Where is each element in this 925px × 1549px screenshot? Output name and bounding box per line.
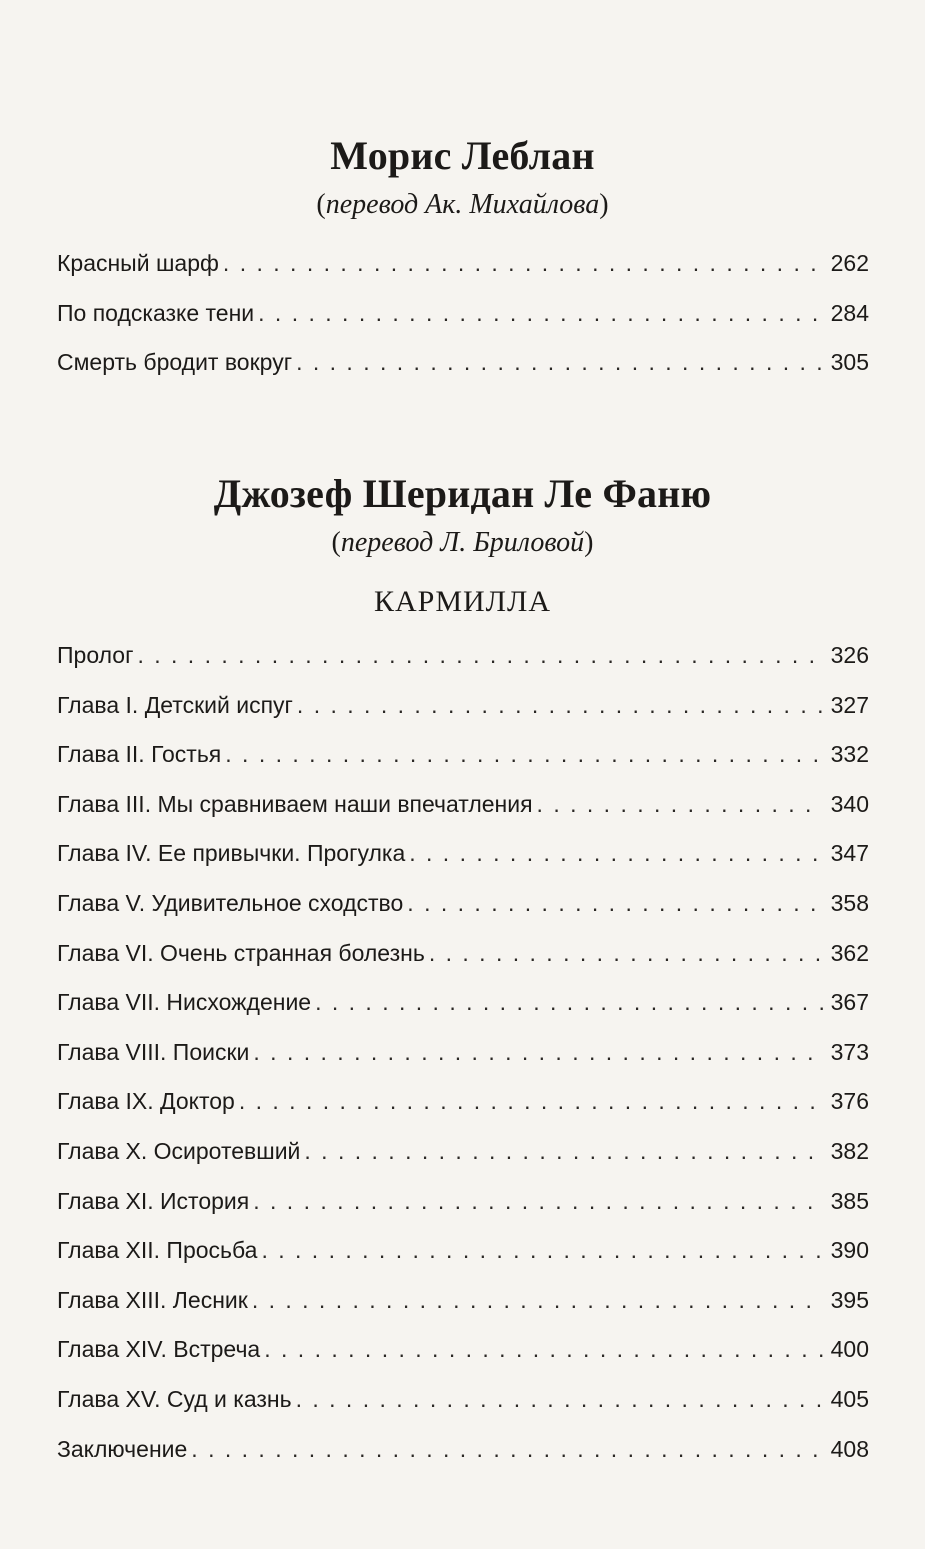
toc-entry-page: 326 xyxy=(830,642,869,668)
translator-text: перевод Ак. Михайлова xyxy=(325,189,600,220)
toc-entry-title: Заключение xyxy=(57,1435,188,1462)
toc-entry-page: 327 xyxy=(830,691,869,718)
toc-entry-page: 305 xyxy=(830,349,869,376)
leader-dots xyxy=(223,248,823,278)
leader-dots xyxy=(253,1037,823,1067)
toc-entry[interactable] xyxy=(57,248,869,298)
leader-dots xyxy=(191,1434,823,1464)
toc-entry-title: Глава VIII. Поиски xyxy=(57,1038,250,1065)
toc-entry[interactable] xyxy=(57,739,869,789)
toc-entry-page: 373 xyxy=(830,1038,869,1065)
toc-entry-page: 362 xyxy=(830,939,869,966)
leader-dots xyxy=(315,987,823,1017)
toc-entry[interactable] xyxy=(57,1186,869,1236)
leader-dots xyxy=(253,1186,823,1216)
toc-entry[interactable] xyxy=(57,789,869,839)
leader-dots xyxy=(264,1334,823,1364)
toc-entry[interactable] xyxy=(57,298,869,348)
toc-entry-page: 400 xyxy=(830,1336,869,1363)
toc-entry-title: Глава VI. Очень странная болезнь xyxy=(57,939,425,966)
toc-entry-title: Глава XV. Суд и казнь xyxy=(57,1385,292,1412)
toc-entry-page: 408 xyxy=(830,1435,869,1462)
toc-entry-page: 284 xyxy=(830,299,869,326)
toc-entry-page: 395 xyxy=(830,1286,869,1313)
leader-dots xyxy=(297,690,823,720)
leader-dots xyxy=(239,1086,823,1116)
toc-entry[interactable] xyxy=(57,1136,869,1186)
toc-entry-page: 390 xyxy=(830,1237,869,1264)
work-title-carmilla: КАРМИЛЛА xyxy=(373,585,552,618)
translator-text: перевод Л. Бриловой xyxy=(340,527,585,558)
toc-entry-page: 385 xyxy=(830,1187,869,1214)
toc-entry-title: Глава VII. Нисхождение xyxy=(57,989,312,1016)
toc-entry-page: 347 xyxy=(830,840,869,867)
toc-entry[interactable] xyxy=(57,1235,869,1285)
toc-entry[interactable] xyxy=(57,838,869,888)
toc-entry-page: 340 xyxy=(830,790,869,817)
toc-entry[interactable] xyxy=(57,1434,869,1484)
toc-entry-title: Глава XIV. Встреча xyxy=(57,1336,261,1363)
toc-entry-title: Глава XIII. Лесник xyxy=(57,1286,248,1313)
translator-note-lefanu: (перевод Л. Бриловой) xyxy=(331,527,594,558)
toc-entry-title: Глава I. Детский испуг xyxy=(57,691,293,718)
toc-entry[interactable] xyxy=(57,640,869,690)
leader-dots xyxy=(296,347,823,377)
leader-dots xyxy=(137,640,823,670)
toc-entry-title: Глава II. Гостья xyxy=(57,741,222,768)
toc-entry-title: По подсказке тени xyxy=(57,299,255,326)
toc-entry[interactable] xyxy=(57,1086,869,1136)
toc-list-carmilla xyxy=(57,640,869,1483)
author-heading-leblanc: Морис Леблан xyxy=(330,133,595,178)
toc-entry-title: Глава IX. Доктор xyxy=(57,1088,235,1115)
leader-dots xyxy=(304,1136,823,1166)
toc-entry-title: Глава III. Мы сравниваем наши впечатления xyxy=(57,790,533,817)
toc-entry-page: 358 xyxy=(830,889,869,916)
toc-entry-page: 367 xyxy=(830,989,869,1016)
toc-entry-title: Смерть бродит вокруг xyxy=(57,349,293,376)
leader-dots xyxy=(537,789,823,819)
toc-entry-page: 376 xyxy=(830,1088,869,1115)
toc-entry[interactable] xyxy=(57,987,869,1037)
leader-dots xyxy=(409,838,823,868)
leader-dots xyxy=(261,1235,823,1265)
leader-dots xyxy=(407,888,823,918)
toc-entry-title: Красный шарф xyxy=(57,250,219,276)
toc-entry[interactable] xyxy=(57,347,869,397)
translator-note-leblanc: (перевод Ак. Михайлова) xyxy=(316,189,609,220)
leader-dots xyxy=(225,739,823,769)
leader-dots xyxy=(429,938,823,968)
toc-entry-title: Глава IV. Ее привычки. Прогулка xyxy=(57,840,406,867)
leader-dots xyxy=(258,298,823,328)
toc-entry-page: 405 xyxy=(830,1385,869,1412)
toc-entry-title: Глава V. Удивительное сходство xyxy=(57,889,404,916)
toc-entry-page: 382 xyxy=(830,1137,869,1164)
toc-entry[interactable] xyxy=(57,1037,869,1087)
toc-entry[interactable] xyxy=(57,1285,869,1335)
leader-dots xyxy=(252,1285,823,1315)
toc-entry-page: 262 xyxy=(830,250,869,276)
toc-entry[interactable] xyxy=(57,938,869,988)
toc-entry-title: Глава XI. История xyxy=(57,1187,250,1214)
toc-entry-title: Глава X. Осиротевший xyxy=(57,1137,301,1164)
toc-entry[interactable] xyxy=(57,690,869,740)
toc-entry[interactable] xyxy=(57,1384,869,1434)
toc-entry-title: Пролог xyxy=(57,642,134,668)
leader-dots xyxy=(296,1384,823,1414)
toc-entry[interactable] xyxy=(57,888,869,938)
toc-entry-title: Глава XII. Просьба xyxy=(57,1237,258,1264)
toc-list-leblanc xyxy=(57,248,869,397)
toc-entry-page: 332 xyxy=(830,741,869,768)
toc-entry[interactable] xyxy=(57,1334,869,1384)
author-heading-lefanu: Джозеф Шеридан Ле Фаню xyxy=(213,471,712,516)
